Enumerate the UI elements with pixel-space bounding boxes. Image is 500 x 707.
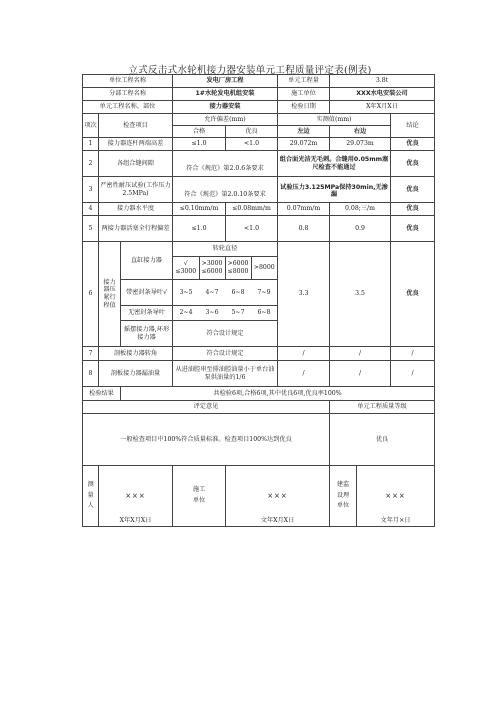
col-qualified: 合格 [173, 126, 226, 138]
diameter-range-1: ≤3000 [175, 268, 197, 275]
row-result: / [391, 347, 435, 361]
supervision-date: 文年月×日 [380, 517, 411, 525]
row-right: 29.073m [330, 138, 391, 151]
evaluation-grade-label: 单元工程质量等级 [330, 401, 435, 414]
supervision-label-text: 建监设理单位 [336, 481, 350, 510]
evaluation-body-row [83, 414, 435, 466]
seal-values [173, 280, 278, 306]
table-row-6a [83, 242, 435, 280]
unit-project-value: 发电厂房工程 [173, 75, 278, 88]
row-no: 7 [83, 347, 99, 361]
table-row [83, 177, 435, 203]
diameter-range-3a: >6000 [227, 260, 249, 268]
row-qualified: 符合《规范》第2.0.6条要求 [173, 151, 278, 177]
col-item: 检查项目 [99, 114, 173, 138]
row-result: 优良 [391, 242, 435, 347]
noseal-value: 5~7 [231, 309, 245, 317]
header-row-element [83, 101, 435, 114]
inspection-date-label: 检验日期 [278, 101, 330, 114]
signature-row [83, 466, 435, 527]
noseal-value: 2~4 [179, 309, 193, 317]
col-left: 左边 [278, 126, 330, 138]
row-excellent: <1.0 [226, 138, 278, 151]
table-row [83, 151, 435, 177]
row-excellent: <1.0 [226, 216, 278, 242]
row-result: 优良 [391, 216, 435, 242]
inspection-text: 共检验6项,合格6项,其中优良6项,优良率100% [121, 387, 435, 401]
supervision-label [330, 466, 357, 526]
construction-name: ××× [267, 491, 288, 500]
row-right: 0.9 [330, 216, 391, 242]
row-no: 5 [83, 216, 99, 242]
row6-sub4: 摇摆接力器,环形接力器 [121, 321, 173, 347]
inspection-date-value: X年X月X日 [330, 101, 435, 114]
row-measured: 试验压力3.125MPa保持30min,无渗漏 [278, 177, 391, 203]
column-header-row [83, 114, 435, 126]
runner-diameter-grid [173, 242, 277, 279]
row-left: 0.8 [278, 216, 330, 242]
row6-sub4-text: 符合设计规定 [173, 321, 278, 347]
noseal-values [173, 306, 278, 321]
noseal-values-grid [173, 306, 277, 320]
surveyor-label-text: 测量人 [87, 481, 94, 510]
col-tolerance: 允许偏差(mm) [173, 114, 278, 126]
seal-value: 6~8 [231, 288, 245, 296]
table-row [83, 203, 435, 216]
construction-label [173, 466, 226, 527]
row-measured: 组合面光洁无毛刺。合缝用0.05mm塞尺检查不能通过 [278, 151, 391, 177]
table-row [83, 361, 435, 387]
row-right: 3.5 [330, 242, 391, 347]
row-left: 0.07mm/m [278, 203, 330, 216]
row-item: 接力器水平度 [99, 203, 173, 216]
col-measured: 实测值(mm) [278, 114, 391, 126]
construction-date: 文年X月X日 [260, 517, 295, 525]
diameter-range-3b: ≤8000 [227, 268, 249, 275]
row-qualified: 符合《规范》第2.0.10条要求 [173, 177, 278, 203]
row-qualified: ≤0.10mm/m [173, 203, 226, 216]
row6-item: 接力器压紧行程值 [99, 242, 121, 347]
noseal-value: 6~8 [257, 309, 271, 317]
diameter-col-3 [225, 257, 251, 280]
diameter-col-4: >8000 [251, 257, 277, 280]
supervision-name: ××× [385, 491, 406, 500]
header-row-division [83, 88, 435, 101]
construction-cell [226, 466, 330, 527]
row-left: 29.072m [278, 138, 330, 151]
row-qualified: ≤1.0 [173, 216, 226, 242]
evaluation-opinion-label: 评定意见 [83, 401, 330, 414]
unit-qty-value: 3.8t [330, 75, 435, 88]
row-left: / [278, 361, 330, 387]
row-no: 2 [83, 151, 99, 177]
row-item: 剖板接力器漏油量 [99, 361, 173, 387]
col-excellent: 优良 [226, 126, 278, 138]
unit-qty-label: 单元工程量 [278, 75, 330, 88]
diameter-check: √ [183, 260, 188, 268]
row-right: 0.08;三/m [330, 203, 391, 216]
evaluation-opinion-text: 一般检查项目中100%符合质量标准。检查项目100%达到优良 [83, 414, 330, 466]
row-left: 3.3 [278, 242, 330, 347]
surveyor-name: ××× [125, 491, 146, 500]
unit-project-label: 单位工程名称 [83, 75, 173, 88]
evaluation-header-row [83, 401, 435, 414]
noseal-value: 3~6 [205, 309, 219, 317]
division-label: 分部工程名称 [83, 88, 173, 101]
construction-label-text: 施工单位 [192, 486, 206, 504]
row-no: 8 [83, 361, 99, 387]
col-conclusion: 结论 [391, 114, 435, 138]
row-left: / [278, 347, 330, 361]
row-item: 两接力器活塞全行程偏差 [99, 216, 173, 242]
seal-value: 4~7 [205, 288, 219, 296]
row-no: 1 [83, 138, 99, 151]
col-right: 右边 [330, 126, 391, 138]
surveyor-cell [99, 466, 173, 527]
table-row [83, 138, 435, 151]
row-item: 剖板接力器转角 [99, 347, 173, 361]
row-qualified: ≤1.0 [173, 138, 226, 151]
element-label: 单元工程名称、部位 [83, 101, 173, 114]
row-right: / [330, 361, 391, 387]
row-qualified: 从进油腔串至排油腔油量小于单台油泵供油量的1/6 [173, 361, 278, 387]
element-value: 接力器安装 [173, 101, 278, 114]
row-no: 4 [83, 203, 99, 216]
row-no: 6 [83, 242, 99, 347]
seal-values-grid [173, 286, 277, 300]
table-row [83, 216, 435, 242]
evaluation-grade-text: 优良 [330, 414, 435, 466]
surveyor-date: X年X月X日 [119, 517, 152, 525]
row-qualified: 符合设计规定 [173, 347, 278, 361]
inspection-label: 检验结果 [83, 387, 121, 401]
row-result: / [391, 361, 435, 387]
header-row-unit [83, 75, 435, 88]
table-row [83, 347, 435, 361]
row-no: 3 [83, 177, 99, 203]
diameter-col-2 [199, 257, 225, 280]
row6-sub3: 无密封条导叶 [121, 306, 173, 321]
inspection-row [83, 387, 435, 401]
diameter-range-2a: >3000 [201, 260, 223, 268]
row-excellent: ≤0.08mm/m [226, 203, 278, 216]
row-result: 优良 [391, 177, 435, 203]
division-value: 1#水轮发电机组安装 [173, 88, 278, 101]
runner-diameter-label: 转轮直径 [173, 242, 277, 257]
seal-value: 7~9 [257, 288, 271, 296]
row6-runner-block [173, 242, 278, 280]
construction-unit-label: 施工单位 [278, 88, 330, 101]
row-result: 优良 [391, 203, 435, 216]
row-item: 严密性耐压试验(工作压力2.5MPa) [99, 177, 173, 203]
row-item: 接力器连杆两端高差 [99, 138, 173, 151]
surveyor-label [83, 466, 99, 527]
construction-unit-value: XXX水电安装公司 [330, 88, 435, 101]
page-title: 立式反击式水轮机接力器安装单元工程质量评定表(例表) [128, 65, 372, 76]
row6-sub1: 直缸接力器 [121, 242, 173, 280]
diameter-range-2b: ≤6000 [201, 268, 223, 275]
row-result: 优良 [391, 138, 435, 151]
row-item: 各组合缝间隙 [99, 151, 173, 177]
col-no: 项次 [83, 114, 99, 138]
quality-evaluation-table [82, 74, 435, 527]
row6-sub2: 带密封条导叶√ [121, 280, 173, 306]
supervision-cell [330, 466, 435, 527]
seal-value: 3~5 [179, 288, 193, 296]
row-right: / [330, 347, 391, 361]
diameter-col-1 [173, 257, 199, 280]
row-result: 优良 [391, 151, 435, 177]
